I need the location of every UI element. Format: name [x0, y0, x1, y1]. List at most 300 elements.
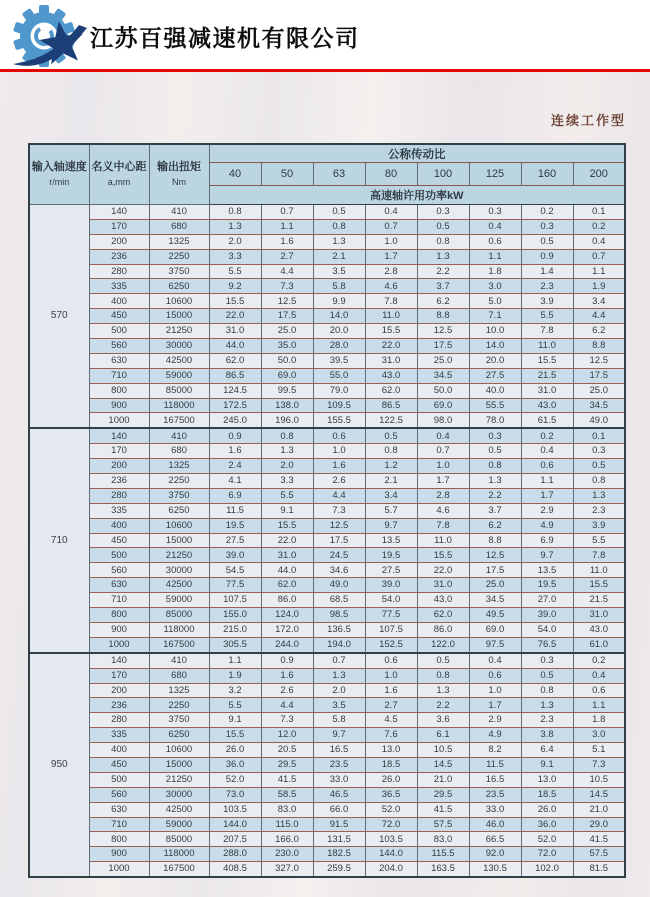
- power-value: 39.5: [313, 353, 365, 368]
- power-value: 204.0: [365, 862, 417, 877]
- power-value: 22.0: [261, 533, 313, 548]
- torque-value: 21250: [149, 772, 209, 787]
- ratio-column-header: 40: [209, 163, 261, 186]
- power-value: 52.0: [209, 772, 261, 787]
- power-value: 1.6: [313, 459, 365, 474]
- center-distance-value: 335: [89, 728, 149, 743]
- center-distance-value: 1000: [89, 637, 149, 652]
- ratio-column-header: 160: [521, 163, 573, 186]
- center-distance-value: 400: [89, 294, 149, 309]
- power-value: 23.5: [469, 787, 521, 802]
- torque-value: 410: [149, 428, 209, 443]
- power-value: 3.5: [313, 264, 365, 279]
- power-value: 39.0: [365, 578, 417, 593]
- power-value: 5.8: [313, 279, 365, 294]
- power-value: 1.0: [469, 683, 521, 698]
- power-value: 1.7: [469, 698, 521, 713]
- spec-table: [28, 143, 626, 878]
- power-value: 49.0: [313, 578, 365, 593]
- power-value: 5.5: [521, 309, 573, 324]
- power-value: 102.0: [521, 862, 573, 877]
- power-value: 11.5: [469, 757, 521, 772]
- power-value: 0.3: [521, 653, 573, 668]
- power-value: 0.7: [261, 205, 313, 220]
- table-row: [29, 205, 625, 220]
- power-value: 3.4: [365, 488, 417, 503]
- torque-value: 42500: [149, 802, 209, 817]
- power-value: 11.0: [573, 563, 625, 578]
- center-distance-value: 140: [89, 205, 149, 220]
- torque-value: 3750: [149, 713, 209, 728]
- power-value: 9.1: [261, 503, 313, 518]
- power-value: 52.0: [365, 802, 417, 817]
- power-value: 7.8: [573, 548, 625, 563]
- power-value: 136.5: [313, 622, 365, 637]
- power-value: 18.5: [365, 757, 417, 772]
- power-value: 15.5: [261, 518, 313, 533]
- power-value: 55.5: [469, 398, 521, 413]
- power-value: 1.7: [521, 488, 573, 503]
- power-value: 33.0: [469, 802, 521, 817]
- power-value: 29.5: [417, 787, 469, 802]
- center-distance-value: 500: [89, 324, 149, 339]
- power-value: 17.5: [469, 563, 521, 578]
- torque-value: 85000: [149, 832, 209, 847]
- torque-value: 2250: [149, 474, 209, 489]
- power-value: 0.3: [521, 219, 573, 234]
- power-value: 0.8: [469, 459, 521, 474]
- power-value: 6.9: [521, 533, 573, 548]
- center-distance-value: 450: [89, 533, 149, 548]
- table-row: [29, 234, 625, 249]
- power-value: 40.0: [469, 383, 521, 398]
- center-distance-value: 236: [89, 698, 149, 713]
- power-value: 0.6: [469, 668, 521, 683]
- power-value: 9.7: [521, 548, 573, 563]
- center-distance-value: 500: [89, 772, 149, 787]
- power-value: 31.0: [209, 324, 261, 339]
- power-value: 69.0: [417, 398, 469, 413]
- center-distance-value: 1000: [89, 413, 149, 428]
- power-value: 7.8: [417, 518, 469, 533]
- center-distance-value: 800: [89, 832, 149, 847]
- table-row: [29, 772, 625, 787]
- table-row: [29, 294, 625, 309]
- torque-value: 2250: [149, 249, 209, 264]
- power-value: 0.4: [469, 219, 521, 234]
- power-value: 7.3: [261, 713, 313, 728]
- power-value: 1.3: [417, 683, 469, 698]
- power-value: 0.5: [521, 234, 573, 249]
- power-value: 115.0: [261, 817, 313, 832]
- power-value: 0.7: [313, 653, 365, 668]
- power-value: 2.2: [469, 488, 521, 503]
- power-value: 8.2: [469, 743, 521, 758]
- power-value: 0.8: [365, 444, 417, 459]
- power-value: 4.4: [261, 698, 313, 713]
- power-value: 327.0: [261, 862, 313, 877]
- power-title: 高速轴许用功率kW: [209, 186, 625, 205]
- center-distance-value: 400: [89, 743, 149, 758]
- power-value: 1.3: [313, 234, 365, 249]
- torque-value: 10600: [149, 294, 209, 309]
- power-value: 14.0: [469, 339, 521, 354]
- power-value: 3.9: [521, 294, 573, 309]
- center-distance-value: 335: [89, 503, 149, 518]
- power-value: 3.0: [573, 728, 625, 743]
- power-value: 1.3: [313, 668, 365, 683]
- power-value: 99.5: [261, 383, 313, 398]
- torque-value: 1325: [149, 234, 209, 249]
- power-value: 0.8: [209, 205, 261, 220]
- power-value: 54.0: [521, 622, 573, 637]
- power-value: 5.0: [469, 294, 521, 309]
- power-value: 31.0: [365, 353, 417, 368]
- power-value: 0.7: [365, 219, 417, 234]
- power-value: 122.5: [365, 413, 417, 428]
- table-row: [29, 698, 625, 713]
- power-value: 1.1: [573, 698, 625, 713]
- power-value: 4.9: [521, 518, 573, 533]
- table-row: [29, 279, 625, 294]
- power-value: 8.8: [417, 309, 469, 324]
- center-distance-value: 280: [89, 713, 149, 728]
- power-value: 17.5: [573, 368, 625, 383]
- power-value: 0.4: [573, 234, 625, 249]
- power-value: 2.3: [521, 279, 573, 294]
- power-value: 172.5: [209, 398, 261, 413]
- col-header-center-distance: [89, 144, 149, 205]
- center-distance-value: 335: [89, 279, 149, 294]
- power-value: 7.3: [573, 757, 625, 772]
- power-value: 55.0: [313, 368, 365, 383]
- power-value: 62.0: [365, 383, 417, 398]
- power-value: 166.0: [261, 832, 313, 847]
- table-row: [29, 563, 625, 578]
- table-row: [29, 817, 625, 832]
- input-speed-title: 输入轴速度: [31, 161, 87, 173]
- table-row: [29, 847, 625, 862]
- torque-value: 410: [149, 205, 209, 220]
- torque-value: 10600: [149, 518, 209, 533]
- power-value: 4.1: [209, 474, 261, 489]
- power-value: 46.5: [313, 787, 365, 802]
- torque-value: 167500: [149, 862, 209, 877]
- power-value: 12.0: [261, 728, 313, 743]
- power-value: 0.8: [521, 683, 573, 698]
- power-value: 73.0: [209, 787, 261, 802]
- power-value: 1.4: [521, 264, 573, 279]
- power-value: 6.2: [469, 518, 521, 533]
- power-value: 2.2: [417, 264, 469, 279]
- power-value: 0.8: [261, 428, 313, 443]
- power-value: 0.3: [573, 444, 625, 459]
- power-value: 35.0: [261, 339, 313, 354]
- power-value: 3.6: [417, 713, 469, 728]
- power-value: 86.0: [261, 593, 313, 608]
- power-value: 4.6: [365, 279, 417, 294]
- power-value: 41.5: [261, 772, 313, 787]
- power-value: 0.2: [573, 653, 625, 668]
- power-value: 25.0: [573, 383, 625, 398]
- torque-value: 680: [149, 219, 209, 234]
- torque-value: 42500: [149, 353, 209, 368]
- center-distance-value: 450: [89, 309, 149, 324]
- power-value: 31.0: [417, 578, 469, 593]
- power-value: 122.0: [417, 637, 469, 652]
- power-value: 1.6: [209, 444, 261, 459]
- power-value: 58.5: [261, 787, 313, 802]
- power-value: 7.8: [521, 324, 573, 339]
- power-value: 0.3: [417, 205, 469, 220]
- center-distance-value: 900: [89, 847, 149, 862]
- power-value: 14.5: [417, 757, 469, 772]
- torque-value: 15000: [149, 533, 209, 548]
- torque-value: 21250: [149, 324, 209, 339]
- torque-value: 30000: [149, 787, 209, 802]
- center-distance-value: 280: [89, 264, 149, 279]
- torque-value: 167500: [149, 413, 209, 428]
- power-value: 1.1: [261, 219, 313, 234]
- power-value: 1.6: [261, 668, 313, 683]
- center-distance-value: 630: [89, 802, 149, 817]
- power-value: 50.0: [417, 383, 469, 398]
- center-distance-value: 140: [89, 653, 149, 668]
- power-value: 0.3: [469, 205, 521, 220]
- torque-value: 6250: [149, 728, 209, 743]
- company-name: 江苏百强减速机有限公司: [90, 25, 360, 51]
- center-distance-value: 630: [89, 578, 149, 593]
- power-value: 2.7: [261, 249, 313, 264]
- torque-value: 30000: [149, 563, 209, 578]
- power-value: 1.0: [365, 234, 417, 249]
- center-distance-unit: a,mm: [107, 176, 131, 187]
- power-value: 5.5: [261, 488, 313, 503]
- power-value: 31.0: [573, 608, 625, 623]
- power-value: 182.5: [313, 847, 365, 862]
- power-value: 25.0: [417, 353, 469, 368]
- power-value: 8.8: [469, 533, 521, 548]
- power-value: 4.4: [313, 488, 365, 503]
- power-value: 196.0: [261, 413, 313, 428]
- power-value: 29.5: [261, 757, 313, 772]
- power-value: 2.0: [209, 234, 261, 249]
- power-value: 62.0: [261, 578, 313, 593]
- power-value: 43.0: [521, 398, 573, 413]
- table-row: [29, 533, 625, 548]
- power-value: 43.0: [365, 368, 417, 383]
- table-row: [29, 339, 625, 354]
- power-value: 0.6: [313, 428, 365, 443]
- power-value: 4.4: [573, 309, 625, 324]
- power-value: 10.5: [417, 743, 469, 758]
- power-value: 13.5: [365, 533, 417, 548]
- power-value: 5.8: [313, 713, 365, 728]
- col-header-input-speed: [29, 144, 89, 205]
- center-distance-value: 630: [89, 353, 149, 368]
- power-value: 1.6: [365, 683, 417, 698]
- power-value: 2.9: [469, 713, 521, 728]
- power-value: 27.0: [521, 593, 573, 608]
- power-value: 27.5: [365, 563, 417, 578]
- power-value: 5.7: [365, 503, 417, 518]
- power-value: 17.5: [261, 309, 313, 324]
- power-value: 41.5: [417, 802, 469, 817]
- power-value: 49.0: [573, 413, 625, 428]
- torque-value: 59000: [149, 368, 209, 383]
- power-value: 6.2: [573, 324, 625, 339]
- power-value: 2.9: [521, 503, 573, 518]
- power-value: 22.0: [365, 339, 417, 354]
- col-header-output-torque: [149, 144, 209, 205]
- torque-value: 118000: [149, 398, 209, 413]
- table-row: [29, 832, 625, 847]
- torque-value: 85000: [149, 608, 209, 623]
- power-value: 0.5: [313, 205, 365, 220]
- power-value: 0.7: [573, 249, 625, 264]
- power-value: 36.5: [365, 787, 417, 802]
- power-value: 124.5: [209, 383, 261, 398]
- power-value: 155.0: [209, 608, 261, 623]
- power-value: 28.0: [313, 339, 365, 354]
- center-distance-value: 800: [89, 383, 149, 398]
- power-value: 13.5: [521, 563, 573, 578]
- power-value: 3.5: [313, 698, 365, 713]
- power-value: 152.5: [365, 637, 417, 652]
- power-value: 34.5: [469, 593, 521, 608]
- table-row: [29, 503, 625, 518]
- power-value: 245.0: [209, 413, 261, 428]
- input-speed-value: 570: [29, 205, 89, 429]
- power-value: 22.0: [417, 563, 469, 578]
- center-distance-value: 280: [89, 488, 149, 503]
- power-value: 15.5: [209, 728, 261, 743]
- table-row: [29, 548, 625, 563]
- power-value: 20.5: [261, 743, 313, 758]
- table-row: [29, 728, 625, 743]
- power-value: 57.5: [573, 847, 625, 862]
- power-value: 19.5: [365, 548, 417, 563]
- power-value: 50.0: [261, 353, 313, 368]
- power-value: 11.5: [209, 503, 261, 518]
- power-value: 130.5: [469, 862, 521, 877]
- center-distance-title: 名义中心距: [91, 161, 147, 173]
- power-value: 43.0: [417, 593, 469, 608]
- power-value: 1.2: [365, 459, 417, 474]
- power-value: 0.5: [365, 428, 417, 443]
- power-value: 1.3: [417, 249, 469, 264]
- power-value: 25.0: [261, 324, 313, 339]
- power-value: 0.4: [521, 444, 573, 459]
- center-distance-value: 140: [89, 428, 149, 443]
- power-value: 107.5: [365, 622, 417, 637]
- torque-value: 2250: [149, 698, 209, 713]
- power-value: 33.0: [313, 772, 365, 787]
- torque-value: 15000: [149, 757, 209, 772]
- power-value: 36.0: [521, 817, 573, 832]
- power-value: 3.9: [573, 518, 625, 533]
- table-row: [29, 683, 625, 698]
- power-value: 2.0: [313, 683, 365, 698]
- power-value: 9.1: [521, 757, 573, 772]
- power-value: 12.5: [417, 324, 469, 339]
- torque-value: 1325: [149, 459, 209, 474]
- power-value: 6.2: [417, 294, 469, 309]
- power-value: 12.5: [573, 353, 625, 368]
- power-value: 0.9: [261, 653, 313, 668]
- power-value: 0.9: [209, 428, 261, 443]
- power-value: 26.0: [521, 802, 573, 817]
- power-value: 215.0: [209, 622, 261, 637]
- power-value: 1.7: [365, 249, 417, 264]
- power-value: 16.5: [469, 772, 521, 787]
- power-value: 115.5: [417, 847, 469, 862]
- power-value: 0.4: [573, 668, 625, 683]
- power-value: 2.3: [573, 503, 625, 518]
- power-value: 21.0: [417, 772, 469, 787]
- power-value: 1.9: [209, 668, 261, 683]
- power-value: 98.0: [417, 413, 469, 428]
- power-value: 79.0: [313, 383, 365, 398]
- power-value: 15.5: [417, 548, 469, 563]
- power-value: 5.1: [573, 743, 625, 758]
- power-value: 22.0: [209, 309, 261, 324]
- ratio-column-header: 63: [313, 163, 365, 186]
- power-value: 0.3: [469, 428, 521, 443]
- torque-value: 85000: [149, 383, 209, 398]
- power-value: 1.0: [365, 668, 417, 683]
- power-value: 12.5: [469, 548, 521, 563]
- center-distance-value: 500: [89, 548, 149, 563]
- torque-value: 118000: [149, 622, 209, 637]
- power-value: 1.1: [573, 264, 625, 279]
- power-value: 61.0: [573, 637, 625, 652]
- table-row: [29, 578, 625, 593]
- center-distance-value: 560: [89, 339, 149, 354]
- power-value: 39.0: [209, 548, 261, 563]
- power-value: 10.5: [573, 772, 625, 787]
- power-value: 305.5: [209, 637, 261, 652]
- power-value: 2.1: [365, 474, 417, 489]
- table-row: [29, 413, 625, 428]
- center-distance-value: 560: [89, 563, 149, 578]
- power-value: 34.5: [573, 398, 625, 413]
- power-value: 3.2: [209, 683, 261, 698]
- power-value: 76.5: [521, 637, 573, 652]
- power-value: 20.0: [313, 324, 365, 339]
- center-distance-value: 200: [89, 683, 149, 698]
- power-value: 6.4: [521, 743, 573, 758]
- table-row: [29, 637, 625, 652]
- torque-value: 6250: [149, 279, 209, 294]
- power-value: 0.5: [417, 653, 469, 668]
- torque-value: 1325: [149, 683, 209, 698]
- power-value: 98.5: [313, 608, 365, 623]
- power-value: 66.5: [469, 832, 521, 847]
- power-value: 12.5: [261, 294, 313, 309]
- output-torque-unit: Nm: [172, 176, 186, 187]
- power-value: 0.4: [469, 653, 521, 668]
- power-value: 0.8: [573, 474, 625, 489]
- power-value: 0.6: [365, 653, 417, 668]
- power-value: 23.5: [313, 757, 365, 772]
- power-value: 2.8: [417, 488, 469, 503]
- power-value: 259.5: [313, 862, 365, 877]
- torque-value: 59000: [149, 817, 209, 832]
- power-value: 29.0: [573, 817, 625, 832]
- center-distance-value: 170: [89, 219, 149, 234]
- table-row: [29, 474, 625, 489]
